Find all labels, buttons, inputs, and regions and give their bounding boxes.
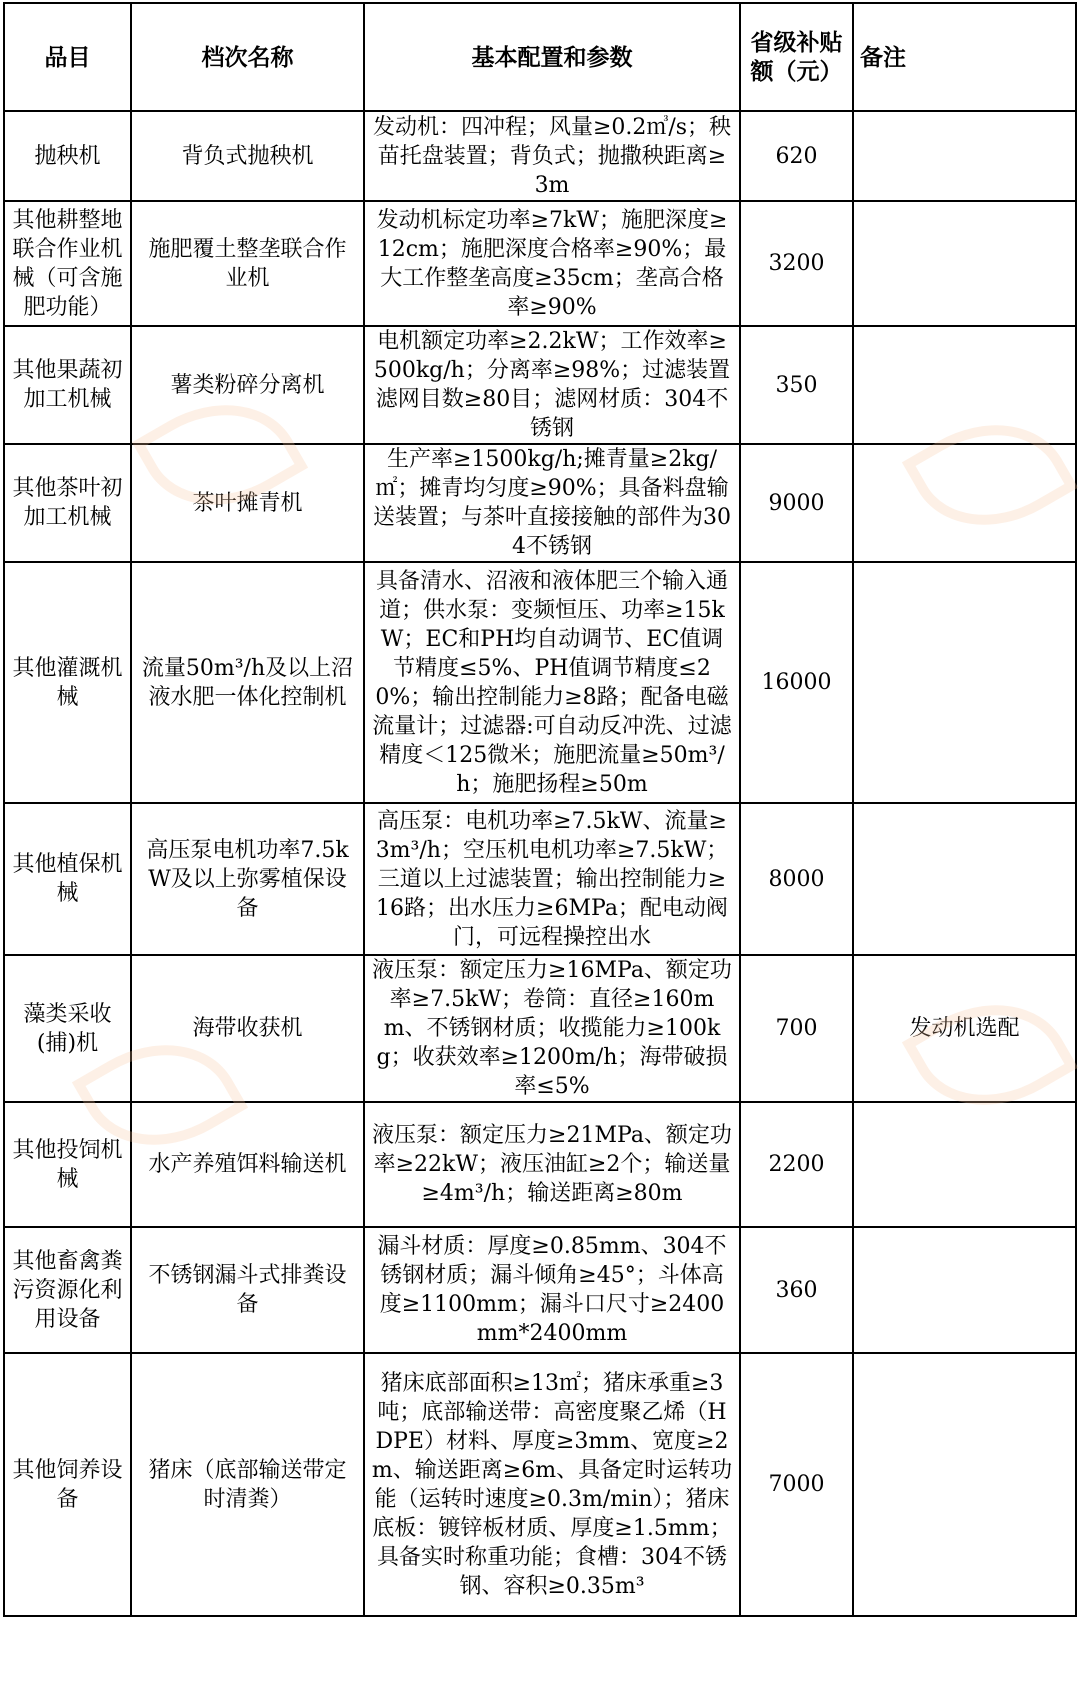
cell-remark: 发动机选配: [853, 955, 1076, 1102]
cell-item: 其他果蔬初加工机械: [4, 326, 131, 444]
cell-item: 抛秧机: [4, 111, 131, 201]
cell-item: 藻类采收(捕)机: [4, 955, 131, 1102]
header-subsidy: 省级补贴额（元）: [740, 3, 853, 111]
table-row: [4, 111, 1076, 201]
header-grade: 档次名称: [131, 3, 364, 111]
cell-subsidy: 2200: [740, 1102, 853, 1227]
table-row: [4, 1102, 1076, 1227]
cell-remark: [853, 803, 1076, 955]
cell-remark: [853, 111, 1076, 201]
cell-item: 其他耕整地联合作业机械（可含施肥功能）: [4, 201, 131, 326]
cell-grade: 茶叶摊青机: [131, 444, 364, 562]
cell-remark: [853, 1227, 1076, 1353]
table-row: [4, 803, 1076, 955]
table-row: [4, 326, 1076, 444]
cell-grade: 流量50m³/h及以上沼液水肥一体化控制机: [131, 562, 364, 803]
cell-grade: 海带收获机: [131, 955, 364, 1102]
cell-item: 其他灌溉机械: [4, 562, 131, 803]
cell-config: 液压泵：额定压力≥21MPa、额定功率≥22kW；液压油缸≥2个；输送量≥4m³/h；输送距离≥80m: [364, 1102, 740, 1227]
cell-subsidy: 350: [740, 326, 853, 444]
subsidy-table: [3, 2, 1077, 1617]
cell-config: 电机额定功率≥2.2kW；工作效率≥500kg/h；分离率≥98%；过滤装置滤网目数≥80目；滤网材质：304不锈钢: [364, 326, 740, 444]
cell-subsidy: 7000: [740, 1353, 853, 1616]
cell-subsidy: 360: [740, 1227, 853, 1353]
cell-subsidy: 8000: [740, 803, 853, 955]
cell-remark: [853, 1102, 1076, 1227]
table-row: [4, 201, 1076, 326]
cell-grade: 背负式抛秧机: [131, 111, 364, 201]
cell-config: 液压泵：额定压力≥16MPa、额定功率≥7.5kW；卷筒：直径≥160mm、不锈钢材质；收揽能力≥100kg；收获效率≥1200m/h；海带破损率≤5%: [364, 955, 740, 1102]
cell-config: 漏斗材质：厚度≥0.85mm、304不锈钢材质；漏斗倾角≥45°；斗体高度≥1100mm；漏斗口尺寸≥2400mm*2400mm: [364, 1227, 740, 1353]
table-row: [4, 562, 1076, 803]
table-row: [4, 955, 1076, 1102]
cell-grade: 施肥覆土整垄联合作业机: [131, 201, 364, 326]
cell-config: 具备清水、沼液和液体肥三个输入通道；供水泵：变频恒压、功率≥15kW；EC和PH均自动调节、EC值调节精度≤5%、PH值调节精度≤20%；输出控制能力≥8路；配备电磁流量计；过滤器:可自动反冲洗、过滤精度＜125微米；施肥流量≥50m³/h；施肥扬程≥50m: [364, 562, 740, 803]
table-row: [4, 1227, 1076, 1353]
cell-remark: [853, 1353, 1076, 1616]
cell-item: 其他茶叶初加工机械: [4, 444, 131, 562]
cell-config: 发动机标定功率≥7kW；施肥深度≥12cm；施肥深度合格率≥90%；最大工作整垄高度≥35cm；垄高合格率≥90%: [364, 201, 740, 326]
cell-config: 猪床底部面积≥13㎡；猪床承重≥3吨；底部输送带：高密度聚乙烯（HDPE）材料、厚度≥3mm、宽度≥2m、输送距离≥6m、具备定时运转功能（运转时速度≥0.3m/min）；猪床底板：镀锌板材质、厚度≥1.5mm；具备实时称重功能；食槽：304不锈钢、容积≥0.35m³: [364, 1353, 740, 1616]
cell-grade: 高压泵电机功率7.5kW及以上弥雾植保设备: [131, 803, 364, 955]
header-item: 品目: [4, 3, 131, 111]
cell-config: 生产率≥1500kg/h;摊青量≥2kg/㎡；摊青均匀度≥90%；具备料盘输送装置；与茶叶直接接触的部件为304不锈钢: [364, 444, 740, 562]
header-remark: 备注: [853, 3, 1076, 111]
cell-subsidy: 620: [740, 111, 853, 201]
cell-grade: 水产养殖饵料输送机: [131, 1102, 364, 1227]
cell-remark: [853, 201, 1076, 326]
cell-config: 高压泵：电机功率≥7.5kW、流量≥3m³/h；空压机电机功率≥7.5kW；三道以上过滤装置；输出控制能力≥16路；出水压力≥6MPa；配电动阀门，可远程操控出水: [364, 803, 740, 955]
cell-item: 其他植保机械: [4, 803, 131, 955]
table-row: [4, 1353, 1076, 1616]
cell-grade: 薯类粉碎分离机: [131, 326, 364, 444]
cell-item: 其他投饲机械: [4, 1102, 131, 1227]
header-row: [4, 3, 1076, 111]
cell-grade: 不锈钢漏斗式排粪设备: [131, 1227, 364, 1353]
cell-subsidy: 16000: [740, 562, 853, 803]
cell-subsidy: 3200: [740, 201, 853, 326]
cell-grade: 猪床（底部输送带定时清粪）: [131, 1353, 364, 1616]
cell-remark: [853, 326, 1076, 444]
cell-subsidy: 9000: [740, 444, 853, 562]
cell-remark: [853, 562, 1076, 803]
header-config: 基本配置和参数: [364, 3, 740, 111]
cell-config: 发动机：四冲程；风量≥0.2㎥/s；秧苗托盘装置；背负式；抛撒秧距离≥3m: [364, 111, 740, 201]
cell-item: 其他畜禽粪污资源化利用设备: [4, 1227, 131, 1353]
cell-item: 其他饲养设备: [4, 1353, 131, 1616]
table-row: [4, 444, 1076, 562]
cell-remark: [853, 444, 1076, 562]
cell-subsidy: 700: [740, 955, 853, 1102]
